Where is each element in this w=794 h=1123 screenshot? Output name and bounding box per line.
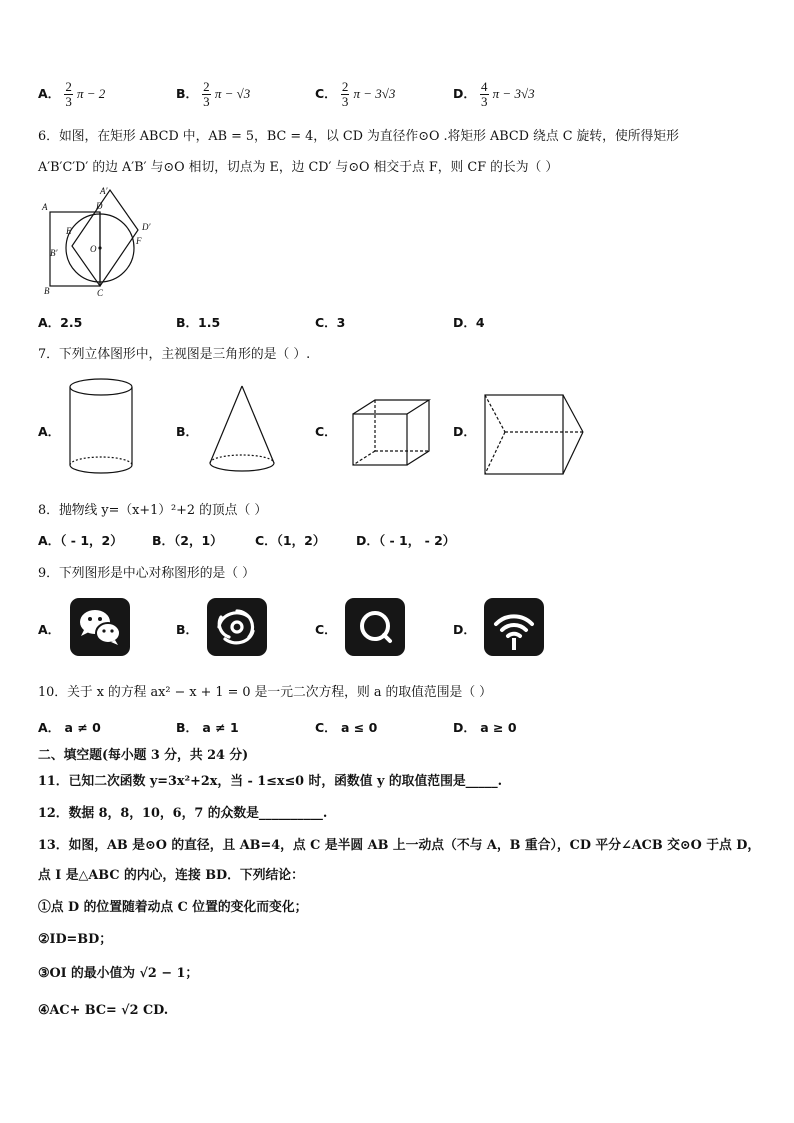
q9-option-b-label: B．	[176, 622, 199, 637]
label-d-prime: D′	[142, 222, 151, 232]
q6-figure	[38, 186, 168, 298]
q7-option-a-label: A．	[38, 424, 61, 439]
q10-option-c: C． a ≤ 0	[315, 720, 378, 735]
q13-statement-3: ③OI 的最小值为 √2 − 1；	[38, 966, 199, 981]
q7-option-d-label: D．	[453, 424, 476, 439]
q10-option-d: D． a ≥ 0	[453, 720, 517, 735]
q8-stem: 8．抛物线 y=（x+1）²+2 的顶点（ ）	[38, 503, 268, 518]
q7-option-b-label: B．	[176, 424, 199, 439]
label-b-prime: B′	[50, 248, 58, 258]
section-heading: 二、填空题(每小题 3 分，共 24 分)	[38, 748, 249, 763]
q10-stem: 10．关于 x 的方程 ax² − x + 1 = 0 是一元二次方程，则 a 的取值范围是（ ）	[38, 685, 492, 700]
search-q-icon	[345, 598, 405, 656]
swirl-icon	[207, 598, 267, 656]
fraction: $\frac{2}{3}$	[341, 79, 349, 109]
q5-option-c	[315, 80, 395, 109]
option-text: π − √3	[214, 86, 251, 101]
q11-text: 11．已知二次函数 y=3x²+2x，当 - 1≤x≤0 时，函数值 y 的取值范围是_____.	[38, 774, 503, 789]
option-text: π − 3√3	[492, 86, 535, 101]
cylinder-figure	[66, 377, 136, 477]
q6-option-a: A．2.5	[38, 315, 83, 330]
q10-option-b: B． a ≠ 1	[176, 720, 239, 735]
label-b: B	[44, 286, 50, 296]
label-a: A	[42, 202, 48, 212]
rotated-rectangle	[72, 190, 138, 286]
label-o: O	[90, 244, 97, 254]
q6-stem-line1: 6．如图，在矩形 ABCD 中，AB = 5，BC = 4，以 CD 为直径作⊙O .将矩形 ABCD 绕点 C 旋转，使所得矩形	[38, 129, 679, 144]
fraction: $\frac{2}{3}$	[65, 79, 72, 109]
label-e: E	[66, 226, 72, 236]
q5-option-b	[176, 80, 250, 109]
q5-option-a	[38, 80, 105, 109]
label-f: F	[136, 236, 142, 246]
q8-option-b: B．（2，1）	[152, 533, 223, 548]
q6-option-b: B．1.5	[176, 315, 221, 330]
center-point	[98, 246, 101, 249]
option-text: π − 2	[76, 86, 106, 101]
prism-figure	[482, 392, 588, 476]
fraction: $\frac{4}{3}$	[481, 79, 488, 109]
q13-statement-2: ②ID=BD；	[38, 932, 112, 947]
label-a-prime: A′	[100, 186, 108, 196]
q8-option-a: A．（ - 1，2）	[38, 533, 123, 548]
q13-statement-4: ④AC+ BC= √2 CD.	[38, 1003, 169, 1018]
q6-stem-line2: A′B′C′D′ 的边 A′B′ 与⊙O 相切，切点为 E，边 CD′ 与⊙O 相交于点 F，则 CF 的长为（ ）	[38, 160, 559, 175]
option-label: A．	[38, 86, 61, 101]
cone-figure	[206, 383, 278, 475]
option-label: B．	[176, 86, 199, 101]
cube-figure	[350, 398, 434, 468]
q9-option-c-label: C．	[315, 622, 337, 637]
q6-option-c: C．3	[315, 315, 346, 330]
wechat-icon	[70, 598, 130, 656]
q7-option-c-label: C．	[315, 424, 337, 439]
option-label: C．	[315, 86, 337, 101]
q13-statement-1: ①点 D 的位置随着动点 C 位置的变化而变化；	[38, 900, 308, 915]
q10-option-a: A． a ≠ 0	[38, 720, 101, 735]
q9-option-a-label: A．	[38, 622, 61, 637]
q13-line1: 13．如图，AB 是⊙O 的直径，且 AB=4，点 C 是半圆 AB 上一动点（不与 A，B 重合），CD 平分∠ACB 交⊙O 于点 D，	[38, 838, 761, 853]
q12-text: 12．数据 8，8，10，6，7 的众数是__________.	[38, 806, 328, 821]
q9-option-d-label: D．	[453, 622, 476, 637]
q13-line2: 点 I 是△ABC 的内心，连接 BD．下列结论：	[38, 868, 304, 883]
q9-stem: 9．下列图形是中心对称图形的是（ ）	[38, 566, 255, 581]
q7-stem: 7．下列立体图形中，主视图是三角形的是（ ）.	[38, 347, 311, 362]
wifi-icon	[484, 598, 544, 656]
label-d: D	[96, 201, 103, 211]
fraction: $\frac{2}{3}$	[203, 79, 210, 109]
option-label: D．	[453, 86, 476, 101]
q6-option-d: D．4	[453, 315, 485, 330]
q5-option-d	[453, 80, 535, 109]
option-text: π − 3√3	[353, 86, 396, 101]
label-c: C	[97, 288, 104, 298]
q8-option-d: D．（ - 1， - 2）	[356, 533, 456, 548]
q8-option-c: C．（1，2）	[255, 533, 326, 548]
